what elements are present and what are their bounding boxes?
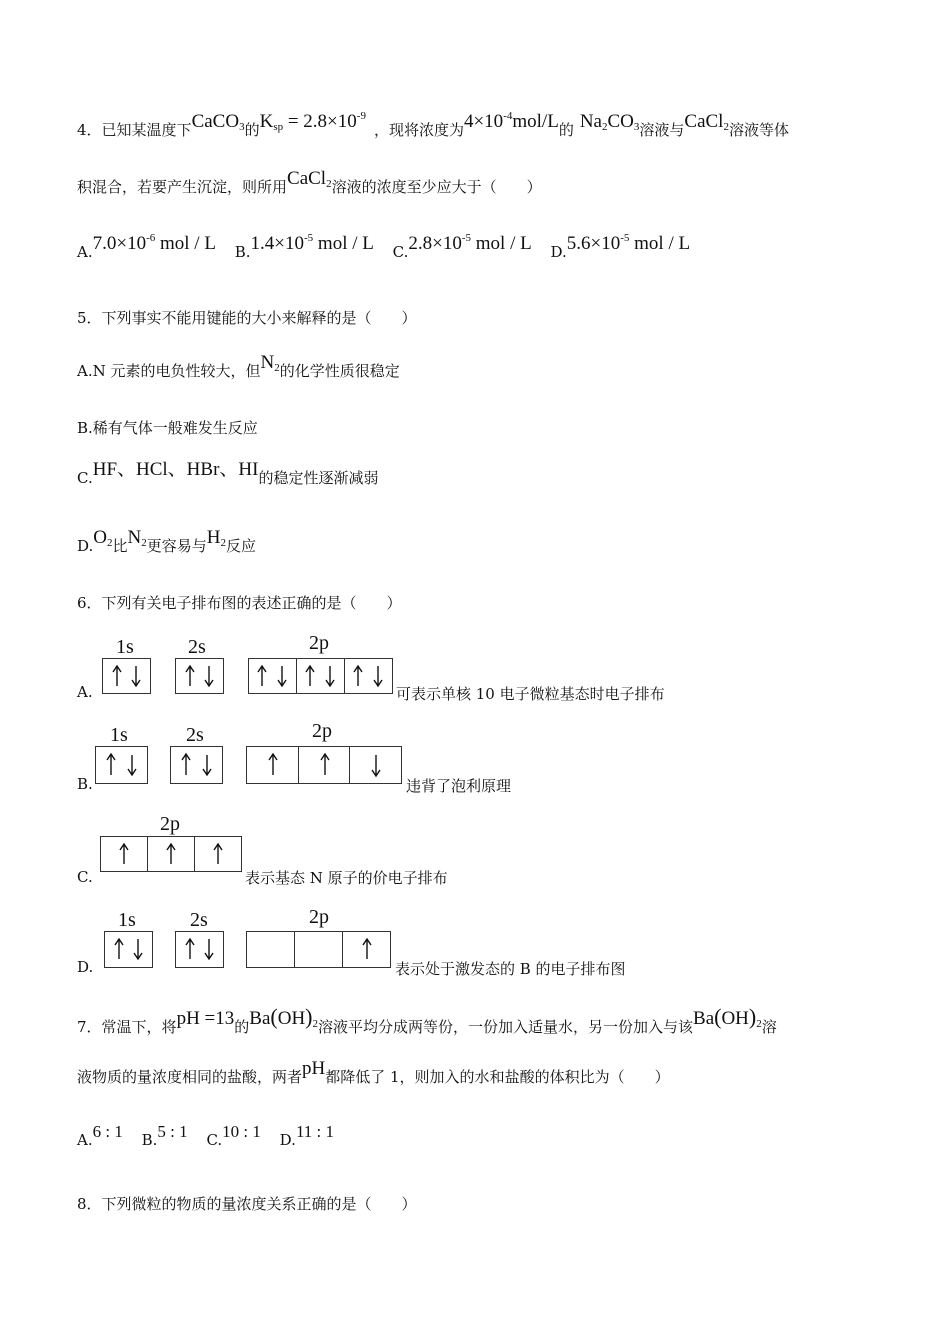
q6b-2p-label: 2p — [312, 720, 332, 742]
paired-arrows-icon — [103, 659, 151, 693]
q6a-2s-orbital — [175, 658, 224, 694]
up-arrow-icon — [299, 747, 351, 783]
q6b-2p-orbital — [246, 746, 402, 784]
q6b-2p-cell-3 — [349, 747, 401, 783]
q6d-1s-cell — [105, 932, 152, 967]
ph-symbol: pH — [302, 1058, 326, 1079]
q4-number: 4． — [77, 121, 102, 139]
ph-expression: pH =13 — [176, 1008, 235, 1029]
q6a-1s-label: 1s — [116, 636, 134, 658]
q6b-2p-cell-2 — [298, 747, 350, 783]
n2-formula-2: $N_2$ — [127, 527, 147, 549]
up-arrow-icon — [247, 747, 299, 783]
paired-arrows-icon — [176, 659, 224, 693]
q6a-1s-orbital — [102, 658, 151, 694]
q6c-2p-cell-3 — [194, 837, 241, 871]
q7-option-a[interactable]: A.6 : 1 — [77, 1122, 123, 1149]
q6d-2p-label: 2p — [309, 906, 329, 928]
q7-option-b[interactable]: B.5 : 1 — [141, 1122, 188, 1149]
q7-line2: 液物质的量浓度相同的盐酸，两者pH都降低了 1，则加入的水和盐酸的体积比为（ ） — [77, 1058, 670, 1086]
q6d-2p-cell-2 — [294, 932, 342, 967]
q6c-2p-cell-2 — [147, 837, 194, 871]
q4-option-a[interactable]: $A.7.0\times 10^{-6}$ mol / L — [77, 232, 216, 261]
n2-formula: $N_2$ — [260, 352, 280, 374]
q6c-2p-cell-1 — [101, 837, 147, 871]
q5-option-c[interactable]: C.HF、HCl、HBr、HI的稳定性逐渐减弱 — [77, 459, 379, 487]
q5-option-b[interactable]: B.稀有气体一般难发生反应 — [77, 419, 258, 437]
q5-option-a[interactable]: A.N 元素的电负性较大，但$N_2$的化学性质很稳定 — [77, 352, 400, 380]
q6b-2s-orbital — [170, 746, 223, 784]
h2-formula: $H_2$ — [206, 527, 226, 549]
baoh2-formula: $Ba(OH)_2$ — [249, 1004, 318, 1030]
q6d-2p-orbital — [246, 931, 391, 968]
q7-line1: 7．常温下，将pH =13的$Ba(OH)_2$溶液平均分成两等份，一份加入适量水，另一份加入与该$Ba(OH)_2$溶 — [77, 1004, 777, 1036]
q6b-1s-cell — [96, 747, 147, 783]
q4-line2-end: 溶液的浓度至少应大于（ ） — [331, 178, 542, 196]
q6a-2p-cell-3 — [344, 659, 392, 693]
q5-option-d[interactable]: $D.O_2$比$N_2$更容易与$H_2$反应 — [77, 527, 257, 555]
q4-text-de2: 的 — [558, 121, 574, 139]
baoh2-formula-2: $Ba(OH)_2$ — [693, 1004, 762, 1030]
caco3-formula: CaCO$_3$ — [191, 111, 245, 133]
na2co3-formula: $Na_2CO_3$ — [579, 111, 640, 133]
q6d-2s-label: 2s — [190, 909, 208, 931]
q7-option-d[interactable]: D.11 : 1 — [279, 1122, 335, 1149]
q4-text-yu: 溶液与 — [639, 121, 685, 139]
q5-stem: 5．下列事实不能用键能的大小来解释的是（ ） — [77, 309, 417, 327]
q4-text: 已知某温度下 — [101, 121, 192, 139]
up-arrow-icon — [148, 837, 195, 871]
paired-arrows-icon — [171, 747, 223, 783]
q6-option-b-label[interactable]: B. — [77, 775, 93, 793]
q6d-1s-orbital — [104, 931, 153, 968]
q6a-2p-orbital — [248, 658, 393, 694]
o2-formula: $O_2$ — [93, 527, 113, 549]
paired-arrows-icon — [176, 932, 224, 967]
q6d-2s-cell — [176, 932, 223, 967]
q6a-2p-cell-2 — [296, 659, 344, 693]
q6d-1s-label: 1s — [118, 909, 136, 931]
q7-option-c[interactable]: C.10 : 1 — [206, 1122, 261, 1149]
ksp-expression: $K_{sp} = 2.8\times 10^{-9}$ — [259, 110, 366, 133]
q6a-2p-cell-1 — [249, 659, 296, 693]
q4-line1 — [77, 110, 789, 141]
q4-options — [77, 232, 691, 263]
q6b-1s-label: 1s — [110, 724, 128, 746]
q4-text-de: 的 — [244, 121, 260, 139]
q6d-2p-cell-3 — [342, 932, 390, 967]
q6-option-b-text: 违背了泡利原理 — [406, 777, 512, 795]
cacl2-formula-2: CaCl$_2$ — [287, 168, 332, 190]
q8-stem: 8．下列微粒的物质的量浓度关系正确的是（ ） — [77, 1195, 417, 1213]
paired-arrows-icon — [105, 932, 153, 967]
q6-option-a-text: 可表示单核 10 电子微粒基态时电子排布 — [396, 685, 665, 703]
paired-arrows-icon — [297, 659, 345, 693]
q4-option-c[interactable]: $C.2.8\times 10^{-5}$ mol / L — [392, 232, 532, 261]
q6-option-c-text: 表示基态 N 原子的价电子排布 — [245, 869, 448, 887]
q4-line2-text: 积混合，若要产生沉淀，则所用 — [77, 178, 288, 196]
paired-arrows-icon — [249, 659, 297, 693]
q6c-2p-orbital — [100, 836, 242, 872]
q6a-1s-cell — [103, 659, 150, 693]
q4-text-conc: ，现将浓度为 — [373, 121, 464, 139]
q6b-2p-cell-1 — [247, 747, 298, 783]
q7-number: 7． — [77, 1018, 102, 1036]
q6d-2p-cell-1 — [247, 932, 294, 967]
q6-option-d-label[interactable]: D. — [77, 958, 94, 976]
up-arrow-icon — [101, 837, 148, 871]
q4-line2 — [77, 168, 542, 198]
down-arrow-icon — [350, 747, 402, 783]
cacl2-formula: CaCl$_2$ — [684, 111, 729, 133]
q6a-2s-cell — [176, 659, 223, 693]
q6-option-c-label[interactable]: C. — [77, 868, 93, 886]
q6b-2s-label: 2s — [186, 724, 204, 746]
hydrogen-halides: HF、HCl、HBr、HI — [92, 459, 259, 480]
q6a-2p-label: 2p — [309, 632, 329, 654]
paired-arrows-icon — [96, 747, 148, 783]
paired-arrows-icon — [345, 659, 393, 693]
q6-stem: 6．下列有关电子排布图的表述正确的是（ ） — [77, 594, 402, 612]
up-arrow-icon — [195, 837, 242, 871]
conc-value: $4\times 10^{-4}mol/L$ — [463, 110, 559, 132]
q6c-2p-label: 2p — [160, 813, 180, 835]
q6-option-d-text: 表示处于激发态的 B 的电子排布图 — [395, 960, 626, 978]
q7-options — [77, 1122, 335, 1150]
q6b-1s-orbital — [95, 746, 148, 784]
q4-option-d[interactable]: $D.5.6\times 10^{-5}$ mol / L — [550, 232, 691, 261]
q6b-2s-cell — [171, 747, 222, 783]
q6a-2s-label: 2s — [188, 636, 206, 658]
q6d-2s-orbital — [175, 931, 224, 968]
q4-text-end: 溶液等体 — [728, 121, 789, 139]
up-arrow-icon — [343, 932, 391, 967]
q4-option-b[interactable]: $B.1.4\times 10^{-5}$ mol / L — [234, 232, 374, 261]
q6-option-a-label[interactable]: A. — [77, 683, 93, 701]
